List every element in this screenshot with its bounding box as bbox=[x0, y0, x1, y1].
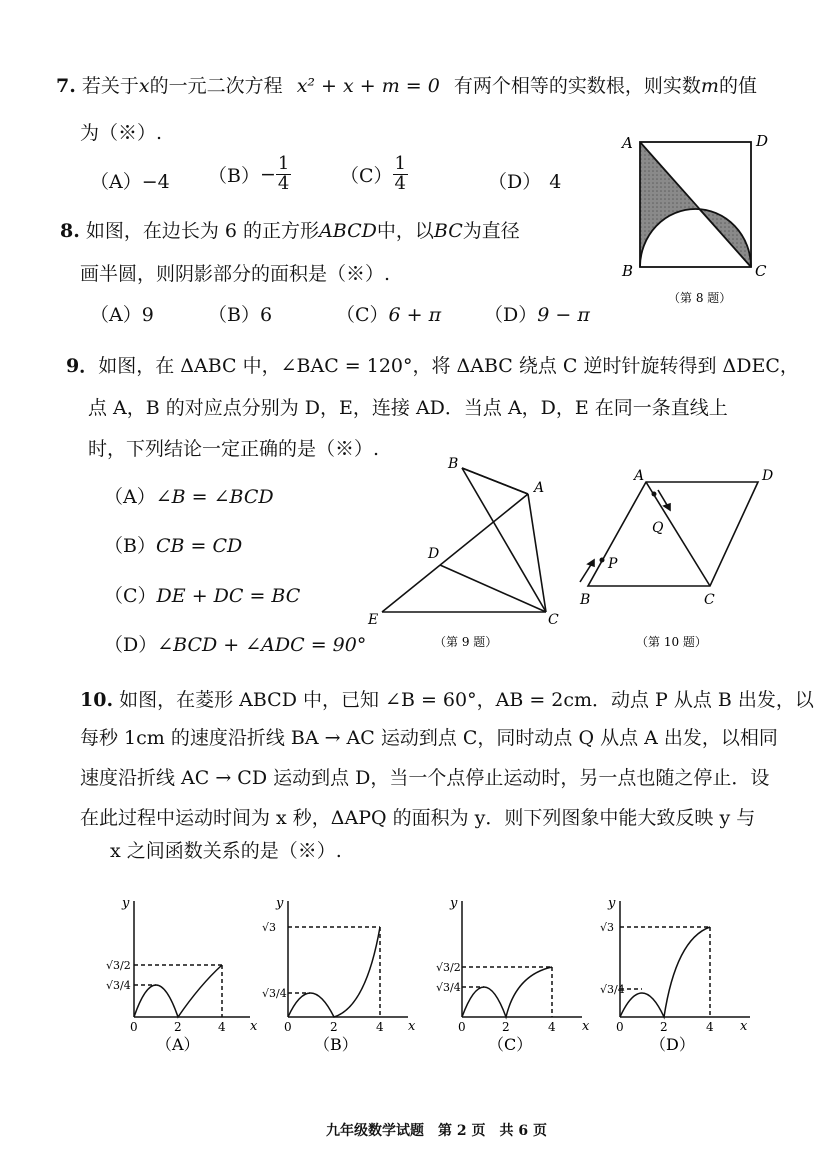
option-label: （A） bbox=[90, 171, 142, 193]
q8-number: 8. bbox=[60, 220, 80, 242]
q9-option-b: （B）CB = CD bbox=[104, 535, 243, 557]
fig9-label-d: D bbox=[428, 546, 440, 562]
svg-text:0: 0 bbox=[616, 1020, 624, 1034]
fig8-label-a: A bbox=[622, 134, 633, 152]
fig10-label-p: P bbox=[608, 556, 618, 572]
svg-text:0: 0 bbox=[130, 1020, 138, 1034]
option-sign: − bbox=[259, 163, 276, 186]
figure-q9 bbox=[364, 452, 564, 652]
q7-text-a: 若关于 bbox=[81, 75, 139, 97]
q10-line1 bbox=[80, 685, 814, 712]
q9-line1 bbox=[66, 351, 799, 378]
graph-a bbox=[100, 895, 260, 1055]
q9-option-c: （C）DE + DC = BC bbox=[104, 585, 301, 607]
svg-text:（D）: （D） bbox=[650, 1035, 695, 1054]
q7-line2: 为（※）. bbox=[80, 122, 163, 144]
q7-text-c: 有两个相等的实数根，则实数 bbox=[453, 75, 701, 97]
svg-text:2: 2 bbox=[174, 1020, 182, 1034]
q8-bc: BC bbox=[433, 220, 463, 242]
q10-line5: x 之间函数关系的是（※）. bbox=[110, 840, 342, 862]
q7-option-b bbox=[208, 155, 291, 194]
q9-option-d: （D）∠BCD + ∠ADC = 90° bbox=[104, 634, 367, 656]
q10-line2: 每秒 1cm 的速度沿折线 BA → AC 运动到点 C，同时动点 Q 从点 A 出发，以相同 bbox=[80, 727, 778, 749]
graph-b bbox=[258, 895, 418, 1055]
svg-text:x: x bbox=[408, 1019, 416, 1034]
svg-text:√3/4: √3/4 bbox=[262, 987, 287, 1000]
fig8-label-b: B bbox=[622, 262, 634, 280]
svg-text:4: 4 bbox=[218, 1020, 226, 1034]
svg-text:y: y bbox=[276, 896, 284, 911]
q7-number: 7. bbox=[56, 75, 76, 97]
q7-option-a bbox=[90, 167, 170, 194]
q10-text-1: 如图，在菱形 ABCD 中，已知 ∠B = 60°，AB = 2cm．动点 P 从点 B 出发，以 bbox=[119, 689, 814, 711]
svg-text:√3/2: √3/2 bbox=[436, 961, 461, 974]
svg-text:2: 2 bbox=[660, 1020, 668, 1034]
svg-text:4: 4 bbox=[376, 1020, 384, 1034]
q7-var-x: x bbox=[138, 75, 150, 97]
svg-text:（A）: （A） bbox=[156, 1035, 200, 1054]
q9-line3: 时，下列结论一定正确的是（※）. bbox=[88, 438, 380, 460]
fig10-label-b: B bbox=[580, 592, 591, 608]
q7-option-c bbox=[340, 155, 408, 194]
fig8-label-c: C bbox=[755, 262, 767, 280]
fig9-caption: （第 9 题） bbox=[434, 635, 498, 649]
fig9-label-b: B bbox=[448, 456, 459, 472]
fig9-label-c: C bbox=[548, 612, 559, 628]
page-footer: 九年级数学试题 第 2 页 共 6 页 bbox=[326, 1123, 547, 1139]
q8-option-a: （A）9 bbox=[90, 304, 154, 326]
option-value: −4 bbox=[141, 171, 170, 193]
svg-text:x: x bbox=[250, 1019, 258, 1034]
svg-text:4: 4 bbox=[706, 1020, 714, 1034]
svg-text:√3: √3 bbox=[600, 921, 615, 934]
svg-text:x: x bbox=[582, 1019, 590, 1034]
fig9-label-a: A bbox=[534, 480, 545, 496]
svg-text:y: y bbox=[122, 896, 130, 911]
option-label: （C） bbox=[340, 164, 393, 187]
graph-d bbox=[600, 895, 760, 1055]
svg-text:√3/4: √3/4 bbox=[106, 979, 131, 992]
svg-text:y: y bbox=[450, 896, 458, 911]
fig10-label-c: C bbox=[704, 592, 715, 608]
option-fraction: $\frac{1}{4}$ bbox=[277, 153, 290, 194]
q7-text-b: 的一元二次方程 bbox=[149, 75, 283, 97]
q8-option-c: （C）6 + π bbox=[336, 304, 442, 326]
figure-q10 bbox=[570, 462, 790, 652]
svg-text:√3/4: √3/4 bbox=[600, 983, 625, 996]
option-fraction: $\frac{1}{4}$ bbox=[394, 153, 406, 194]
q9-option-a: （A）∠B = ∠BCD bbox=[104, 486, 274, 508]
q8-text-a: 如图，在边长为 6 的正方形 bbox=[85, 220, 320, 242]
svg-text:√3: √3 bbox=[262, 921, 277, 934]
svg-text:√3/2: √3/2 bbox=[106, 959, 131, 972]
q10-line3: 速度沿折线 AC → CD 运动到点 D，当一个点停止运动时，另一点也随之停止．设 bbox=[80, 767, 770, 789]
svg-text:x: x bbox=[740, 1019, 748, 1034]
svg-text:4: 4 bbox=[548, 1020, 556, 1034]
svg-text:（B）: （B） bbox=[314, 1035, 358, 1054]
q8-text-b: 中，以 bbox=[376, 220, 434, 242]
q7-var-m: m bbox=[700, 75, 719, 97]
option-label: （B） bbox=[208, 164, 260, 187]
q8-option-b: （B）6 bbox=[208, 304, 273, 326]
svg-text:y: y bbox=[608, 896, 616, 911]
svg-text:0: 0 bbox=[458, 1020, 466, 1034]
q7-line1 bbox=[56, 71, 757, 98]
option-label: （D） bbox=[488, 171, 542, 193]
q10-line4: 在此过程中运动时间为 x 秒，ΔAPQ 的面积为 y．则下列图象中能大致反映 y 与 bbox=[80, 807, 756, 829]
q10-number: 10. bbox=[80, 689, 114, 711]
q9-number: 9． bbox=[66, 355, 99, 377]
figure-q8 bbox=[612, 126, 782, 310]
fig10-label-q: Q bbox=[652, 520, 664, 536]
q8-option-d: （D）9 − π bbox=[484, 304, 590, 326]
option-value: 4 bbox=[549, 171, 562, 193]
q9-line2: 点 A，B 的对应点分别为 D，E，连接 AD．当点 A，D，E 在同一条直线上 bbox=[88, 397, 728, 419]
q8-abcd: ABCD bbox=[319, 220, 377, 242]
fig8-label-d: D bbox=[756, 132, 769, 150]
fig10-label-d: D bbox=[762, 468, 774, 484]
svg-text:2: 2 bbox=[330, 1020, 338, 1034]
q8-line1 bbox=[60, 216, 520, 243]
svg-text:√3/4: √3/4 bbox=[436, 981, 461, 994]
svg-text:0: 0 bbox=[284, 1020, 292, 1034]
fig8-caption: （第 8 题） bbox=[668, 291, 732, 305]
fig9-label-e: E bbox=[368, 612, 379, 628]
svg-text:（C）: （C） bbox=[488, 1035, 533, 1054]
fig10-caption: （第 10 题） bbox=[636, 635, 707, 649]
q7-option-d bbox=[488, 167, 561, 194]
fig10-label-a: A bbox=[634, 468, 645, 484]
q8-text-c: 为直径 bbox=[462, 220, 520, 242]
q8-line2: 画半圆，则阴影部分的面积是（※）. bbox=[80, 263, 391, 285]
svg-text:2: 2 bbox=[502, 1020, 510, 1034]
graph-c bbox=[432, 895, 592, 1055]
q7-equation: x² + x + m = 0 bbox=[296, 75, 440, 97]
q7-text-d: 的值 bbox=[718, 75, 757, 97]
q9-text-1: 如图，在 ΔABC 中，∠BAC = 120°，将 ΔABC 绕点 C 逆时针旋转得到 ΔDEC， bbox=[98, 355, 799, 377]
